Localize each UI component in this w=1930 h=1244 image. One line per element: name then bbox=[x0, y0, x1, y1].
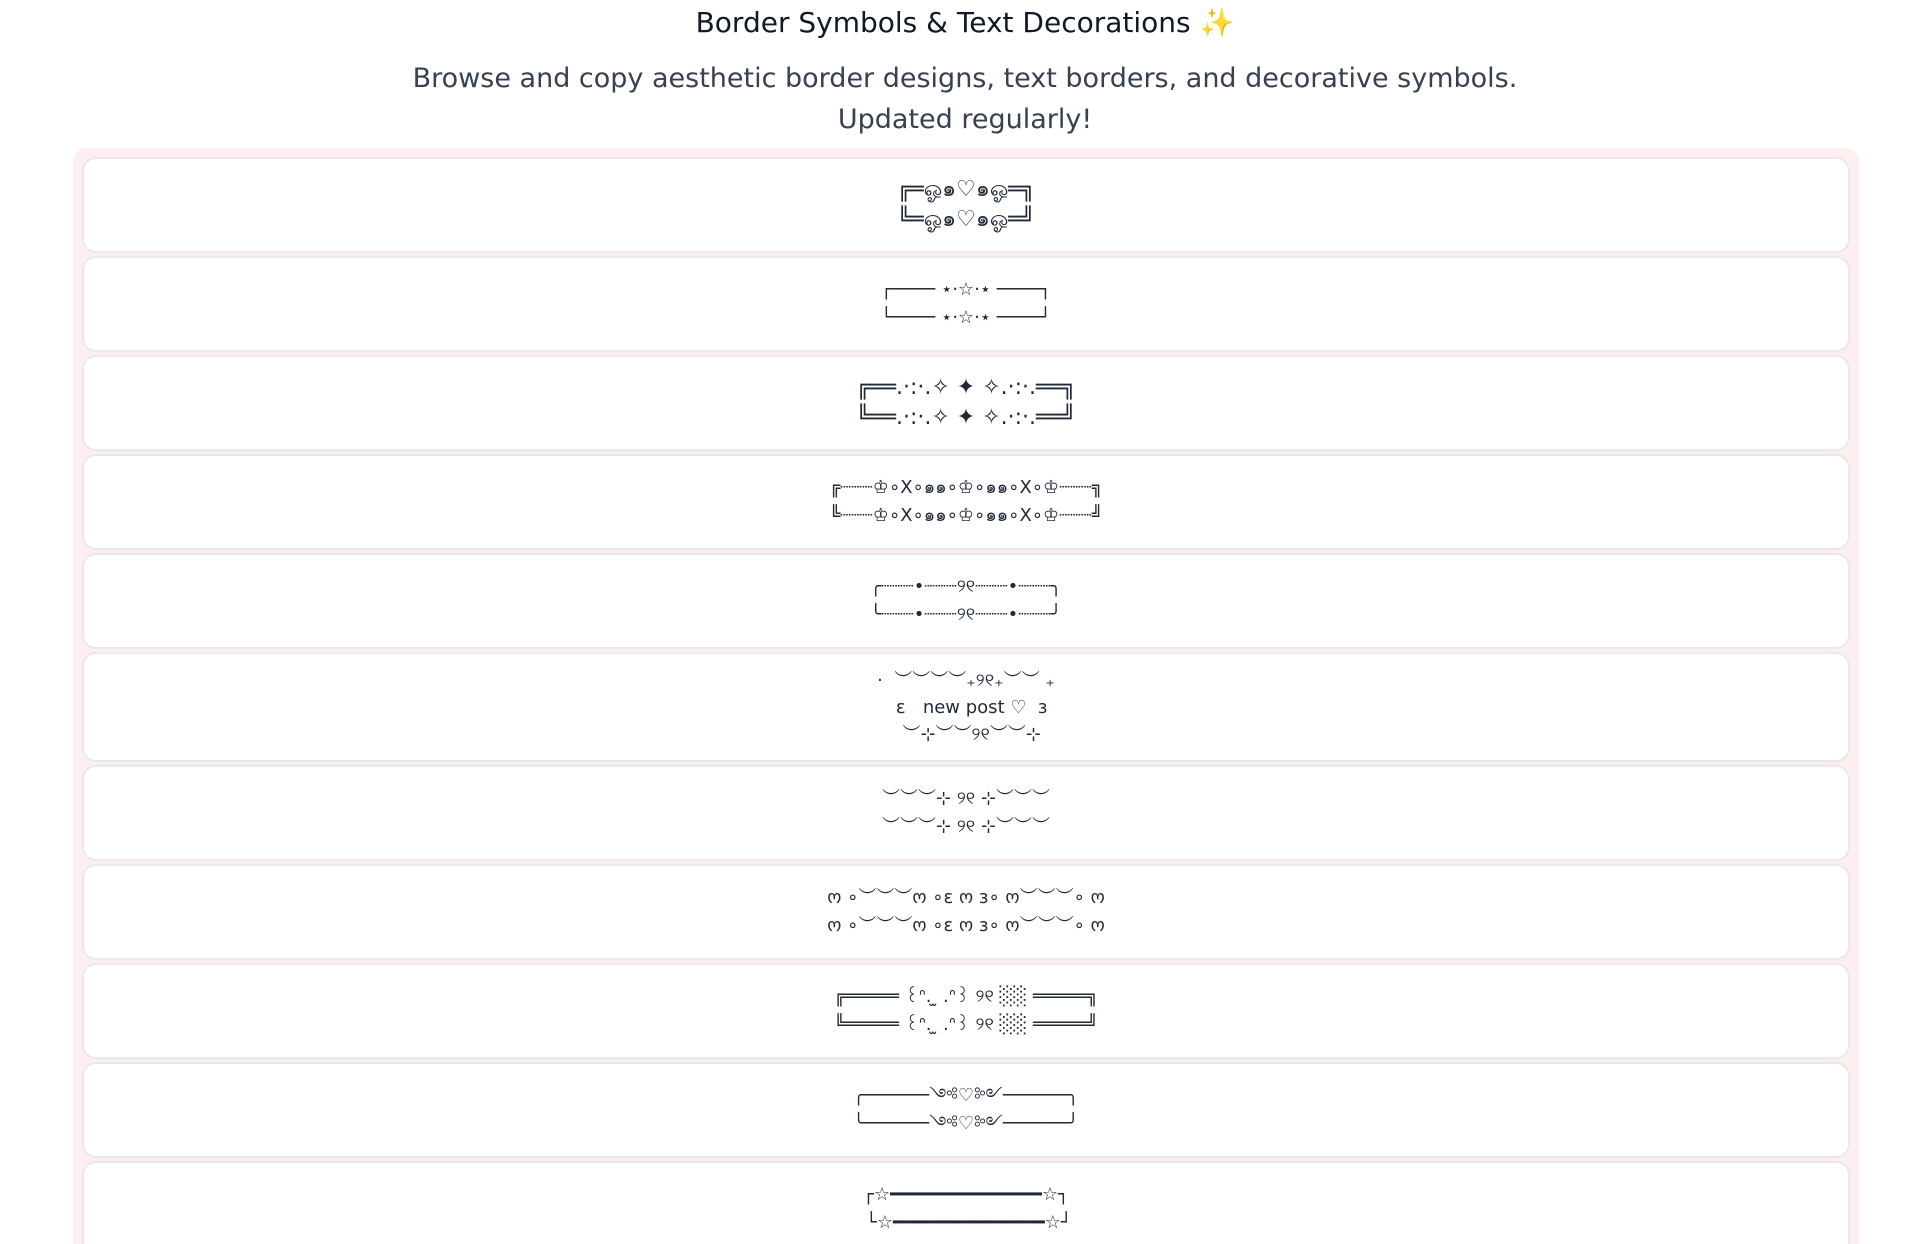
border-card[interactable] bbox=[82, 963, 1850, 1059]
border-symbol: ┌──── ⋆⋅☆⋅⋆ ────┐ └──── ⋆⋅☆⋅⋆ ────┘ bbox=[881, 279, 1051, 328]
border-symbol: ო ∘︶︶︶ო ∘ɛ ო ɜ∘ ო︶︶︶∘ ო ო ∘︶︶︶ო ∘ɛ ო ɜ∘ ო︶︶︶∘ ო bbox=[827, 887, 1105, 936]
border-symbol: ╔═════ ꒰ᐢ. ̫ .ᐢ꒱ ୨୧ ░░ ═════╗ ╚═════ ꒰ᐢ. ̫ .ᐢ꒱ ୨୧ ░░ ═════╝ bbox=[834, 986, 1098, 1035]
border-symbol: ╔┈┈┈♔∘X∘๑๑∘♔∘๑๑∘X∘♔┈┈┈╗ ╚┈┈┈♔∘X∘๑๑∘♔∘๑๑∘X∘♔┈┈┈╝ bbox=[829, 477, 1103, 526]
border-card[interactable] bbox=[82, 355, 1850, 451]
border-card[interactable] bbox=[82, 157, 1850, 253]
border-card[interactable] bbox=[82, 454, 1850, 550]
border-card[interactable] bbox=[82, 1062, 1850, 1158]
border-symbol: ╭┈┈┈•┈┈┈୨୧┈┈┈•┈┈┈╮ ╰┈┈┈•┈┈┈୨୧┈┈┈•┈┈┈╯ bbox=[870, 576, 1062, 625]
border-list bbox=[73, 148, 1859, 1244]
border-symbol: · ︶︶︶︶₊୨୧₊︶︶ ₊ ɛ new post ♡ ɜ ︶⊹︶︶୨୧︶︶⊹ bbox=[877, 669, 1055, 745]
border-symbol: ╔══.·:·.✧ ✦ ✧.·:·.══╗ ╚══.·:·.✧ ✦ ✧.·:·.══╝ bbox=[856, 375, 1076, 430]
border-card[interactable] bbox=[82, 256, 1850, 352]
border-symbol: ┌☆━━━━━━━━━━━━━━☆┐ └☆━━━━━━━━━━━━━━☆┘ bbox=[863, 1184, 1072, 1233]
sparkle-icon: ✨ bbox=[1199, 6, 1235, 39]
border-card[interactable] bbox=[82, 864, 1850, 960]
border-card[interactable] bbox=[82, 1161, 1850, 1244]
border-card[interactable] bbox=[82, 553, 1850, 649]
page-subtitle: Browse and copy aesthetic border designs, text borders, and decorative symbols. Updated regularly! bbox=[412, 63, 1518, 135]
border-card[interactable] bbox=[82, 652, 1850, 762]
border-symbol: ╔═ஓ๑♡๑ஓ═╗ ╚═ஓ๑♡๑ஓ═╝ bbox=[897, 177, 1035, 232]
page-title-text: Border Symbols & Text Decorations bbox=[695, 6, 1191, 39]
page-title bbox=[0, 0, 1930, 40]
border-symbol: ︶︶︶⊹ ୨୧ ⊹︶︶︶ ︶︶︶⊹ ୨୧ ⊹︶︶︶ bbox=[882, 788, 1050, 837]
border-card[interactable] bbox=[82, 765, 1850, 861]
border-symbol: ╭──────༺♡༻──────╮ ╰──────༺♡༻──────╯ bbox=[853, 1085, 1079, 1134]
